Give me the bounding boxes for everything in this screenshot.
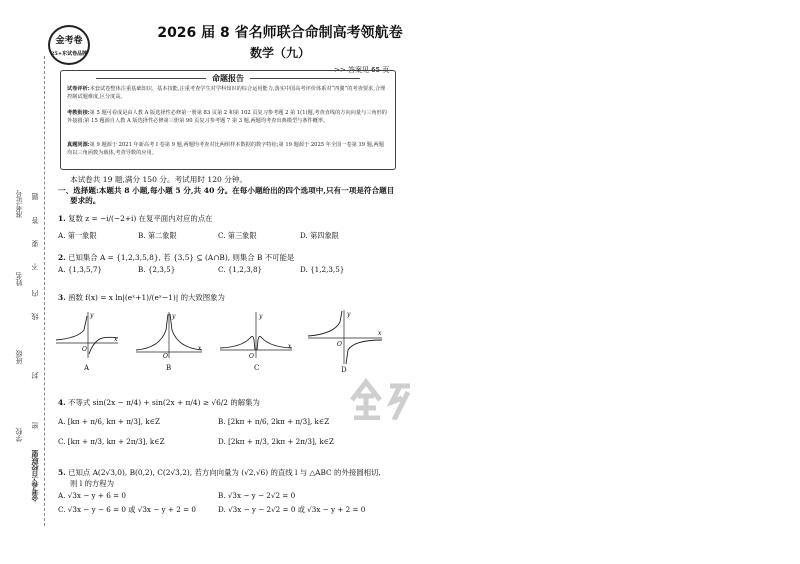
question-stem: 复数 z = −i/(−2+i) 在复平面内对应的点在 [68, 214, 213, 223]
graph-b-label: B [166, 364, 172, 372]
question-1 [58, 213, 213, 224]
y-label: y [347, 311, 351, 318]
logo-subtext: 25+东试卷品牌 [50, 51, 88, 57]
x-label: x [288, 343, 292, 350]
q5-option-a: A. √3x − y + 6 = 0 [58, 491, 126, 500]
q4-option-d: D. [2kπ + π/3, 2kπ + 2π/3], k∈Z [218, 437, 334, 446]
binding-dashed-line [44, 56, 45, 526]
margin-char: 线 [31, 313, 39, 320]
exam-subtitle: 数学（九） [249, 46, 310, 60]
curve-a [56, 316, 118, 354]
q5-option-c: C. √3x − y − 6 = 0 或 √3x − y + 2 = 0 [58, 505, 196, 514]
q4-option-b: B. [2kπ + π/6, 2kπ + π/3], k∈Z [218, 417, 330, 426]
answer-reference: >> 答案见 65 页 [334, 66, 390, 74]
report-paragraph [67, 109, 389, 125]
margin-char: 要 [31, 240, 39, 247]
x-label: x [114, 336, 118, 343]
x-label: x [198, 345, 202, 352]
question-number: 4. [58, 398, 66, 407]
question-number: 1. [58, 214, 66, 223]
q2-option-a: A. {1,3,5,7} [58, 265, 103, 274]
question-stem: 已知集合 A = {1,2,3,5,8}, 若 {3,5} ⊆ (A∩B), 则集合 B 不可能是 [68, 253, 295, 262]
section-heading: 一、选择题:本题共 8 小题,每小题 5 分,共 40 分。在每小题给出的四个选项中,只有一项是符合题目 [58, 186, 395, 195]
graph-a [54, 310, 120, 360]
report-title: 命题报告 [61, 73, 395, 84]
report-box [60, 70, 396, 170]
brand-logo [48, 25, 90, 65]
q4-option-a: A. [kπ + π/6, kπ + π/3], k∈Z [58, 417, 160, 426]
y-label: y [259, 313, 263, 320]
q1-option-a: A. 第一象限 [58, 231, 97, 240]
logo-text: 金考卷 [55, 36, 83, 46]
origin-label: O [337, 341, 342, 348]
q4-option-c: C. [kπ + π/3, kπ + 2π/3], k∈Z [58, 437, 165, 446]
exam-number-label: 准考证号 [15, 190, 23, 218]
q5-option-b: B. √3x − y − 2√2 = 0 [218, 491, 296, 500]
y-label: y [90, 312, 94, 319]
margin-char: 不 [31, 263, 39, 270]
report-paragraph [67, 85, 389, 101]
question-stem: 已知点 A(2√3,0), B(0,2), C(2√3,2), 若方向向量为 (√2,√6) 的直线 l 与 △ABC 的外接圆相切, [68, 468, 381, 477]
q5-option-d: D. √3x − y − 2√2 = 0 或 √3x − y + 2 = 0 [218, 505, 366, 514]
margin-char: 封 [31, 372, 39, 379]
name-label: 姓名 [15, 272, 23, 286]
origin-label: O [249, 353, 254, 360]
watermark-logo [346, 362, 414, 420]
question-number: 2. [58, 253, 66, 262]
graph-b [134, 310, 204, 360]
question-number: 5. [58, 468, 66, 477]
q1-option-c: C. 第三象限 [218, 231, 257, 240]
q1-option-d: D. 第四象限 [300, 231, 339, 240]
margin-char: 题 [31, 193, 39, 200]
report-text: 第 9 题源于 2021 年新高考 I 卷第 9 题,两题均考查对比两组样本数据的数字特征;第 19 题源于 2025 年全国一卷第 19 题,两题均以三角函数为载体,考查导数的应用。 [67, 142, 384, 156]
graph-c [218, 310, 294, 360]
q2-option-c: C. {1,2,3,8} [218, 265, 263, 274]
x-label: x [378, 330, 382, 337]
question-stem: 不等式 sin(2x − π/4) + sin(2x + π/4) ≥ √6/2 的解集为 [68, 398, 260, 407]
question-stem: 函数 f(x) = x ln|(eˣ+1)/(eˣ−1)| 的大致图象为 [68, 293, 225, 302]
report-paragraph [67, 141, 389, 157]
graph-d [306, 308, 384, 366]
question-2 [58, 252, 294, 263]
curve-d [308, 311, 382, 364]
report-label: 真题同源: [67, 142, 90, 148]
origin-label: O [82, 346, 87, 353]
exam-title: 2026 届 8 省名师联合命制高考领航卷 [157, 25, 403, 41]
graph-c-label: C [254, 364, 260, 372]
q1-option-b: B. 第二象限 [138, 231, 177, 240]
q2-option-d: D. {1,2,3,5} [300, 265, 345, 274]
brand-vertical-label: 金考卷·百校联盟 [31, 450, 39, 502]
question-5 [58, 467, 381, 478]
school-label: 学校 [15, 428, 23, 442]
question-3 [58, 292, 225, 303]
report-label: 考教衔接: [67, 110, 90, 116]
section-heading-cont: 要求的。 [70, 196, 101, 205]
graph-d-label: D [341, 366, 347, 374]
question-number: 3. [58, 293, 66, 302]
q2-option-b: B. {2,3,5} [138, 265, 176, 274]
graph-a-label: A [84, 364, 90, 372]
report-text: 本套试卷整体注重基础知识、基本技能,注重考查学生对学科知识的综合运用能力,落实中国高考评价体系对“四翼”的考查要求,合理控制试题难度,区分度高。 [67, 86, 386, 100]
report-label: 试卷评析: [67, 86, 90, 92]
margin-char: 答 [31, 217, 39, 224]
margin-char: 内 [31, 290, 39, 297]
question-4 [58, 397, 260, 408]
intro-text: 本试卷共 19 题,满分 150 分。考试用时 120 分钟。 [70, 175, 248, 184]
report-text: 第 5 题可看成是由人教 A 版选择性必修第一册第 83 页第 2 和第 102 页复习参考题 2 第 1(1)题,考查直线的方向向量与三角形的外接圆;第 15 题源自人教 A 版选择性必修第三册第 90 页复习参考题 7 第 3 题,两题均考查出典模型与条件概率。 [67, 110, 387, 124]
y-label: y [172, 313, 176, 320]
origin-label: O [163, 353, 168, 360]
class-label: 班级 [15, 350, 23, 364]
question-5-stem-cont: 则 l 的方程为 [70, 479, 115, 488]
margin-char: 密 [31, 422, 39, 429]
